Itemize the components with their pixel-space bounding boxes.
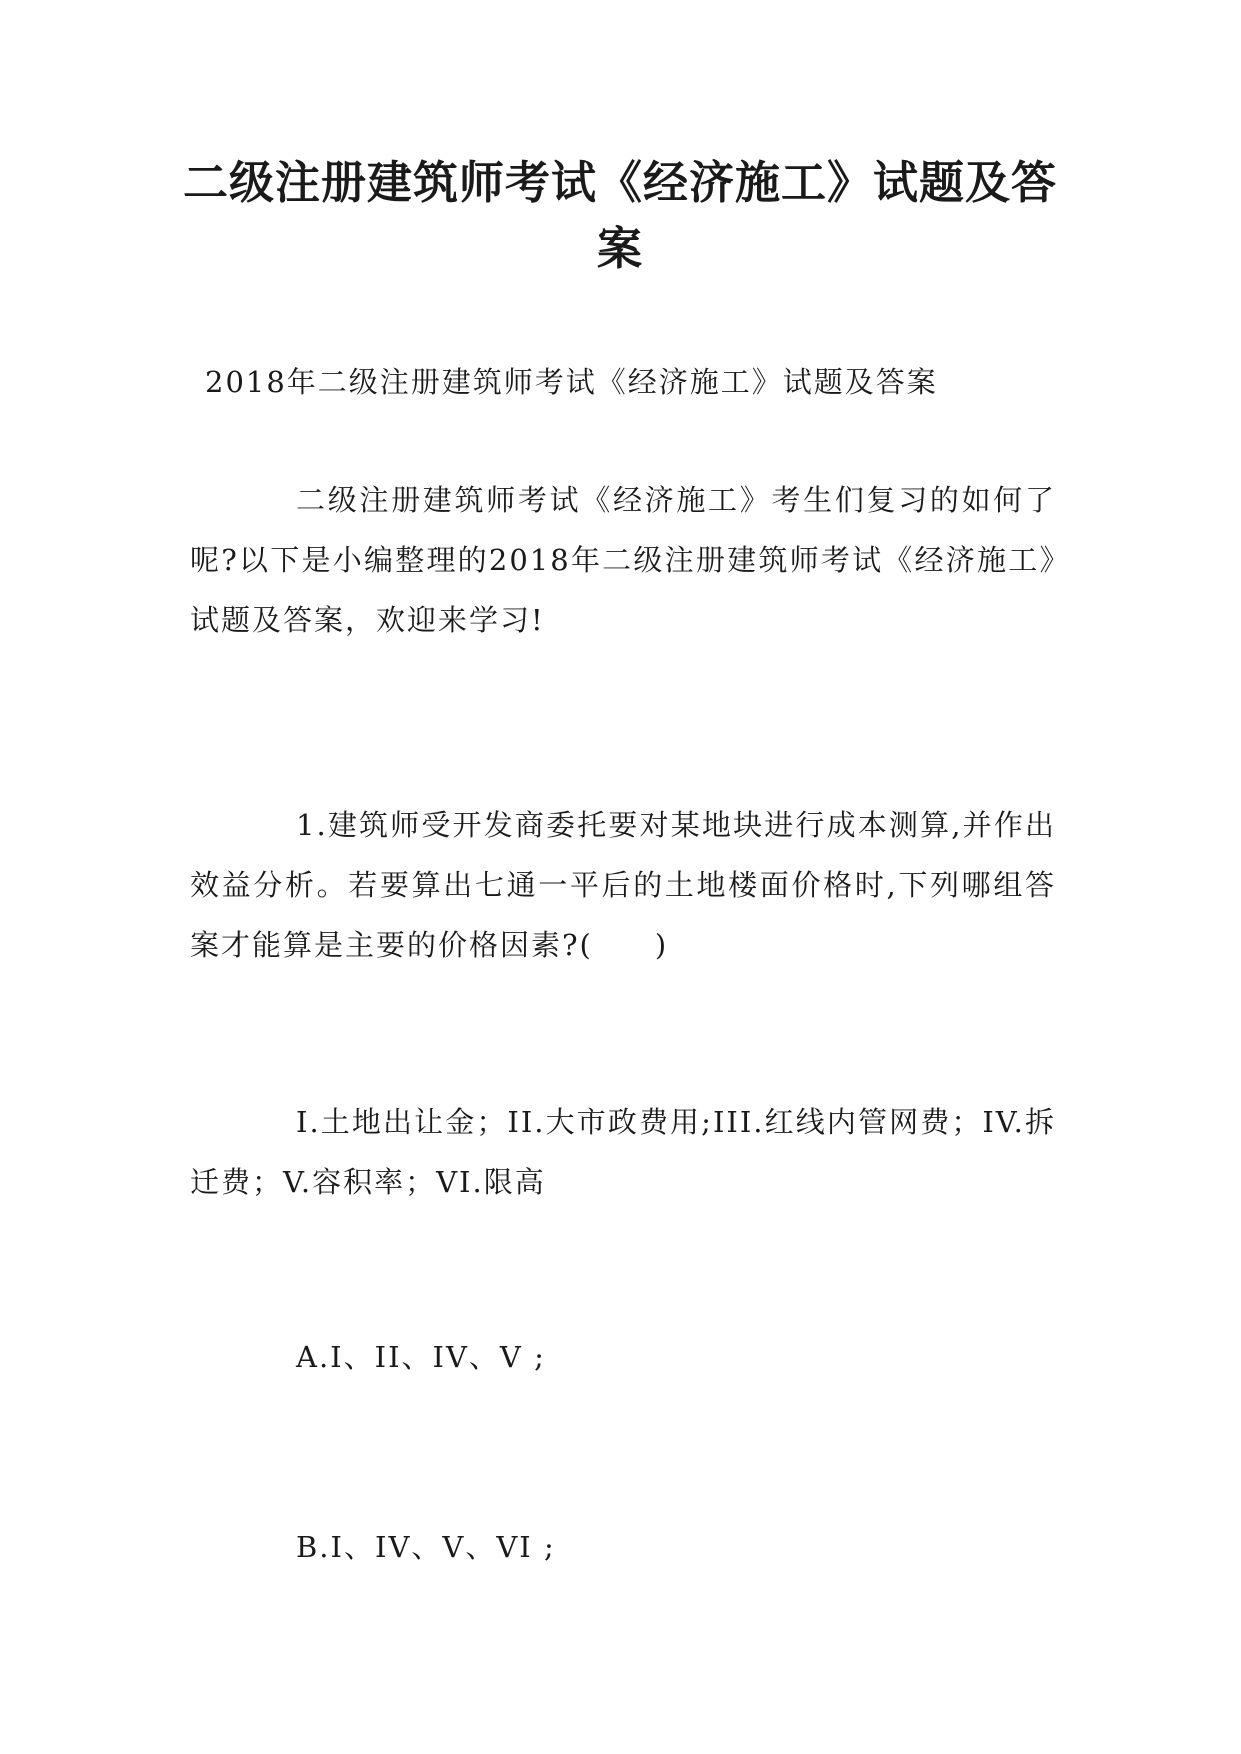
- document-title: 二级注册建筑师考试《经济施工》试题及答案: [182, 156, 1057, 275]
- question-1-text: 1.建筑师受开发商委托要对某地块进行成本测算,并作出效益分析。若要算出七通一平后的土地楼面价格时,下列哪组答案才能算是主要的价格因素?( ): [190, 808, 1056, 962]
- question-1-option-a: A.I、II、IV、V ;: [296, 1340, 546, 1374]
- document-subtitle: 2018年二级注册建筑师考试《经济施工》试题及答案: [205, 365, 938, 399]
- intro-paragraph: 二级注册建筑师考试《经济施工》考生们复习的如何了呢?以下是小编整理的2018年二级注册建筑师考试《经济施工》试题及答案，欢迎来学习!: [190, 483, 1056, 637]
- question-1-option-b: B.I、IV、V、VI ;: [296, 1530, 556, 1564]
- question-1-factors: I.土地出让金；II.大市政费用;III.红线内管网费；IV.拆迁费；V.容积率；VI.限高: [190, 1105, 1056, 1199]
